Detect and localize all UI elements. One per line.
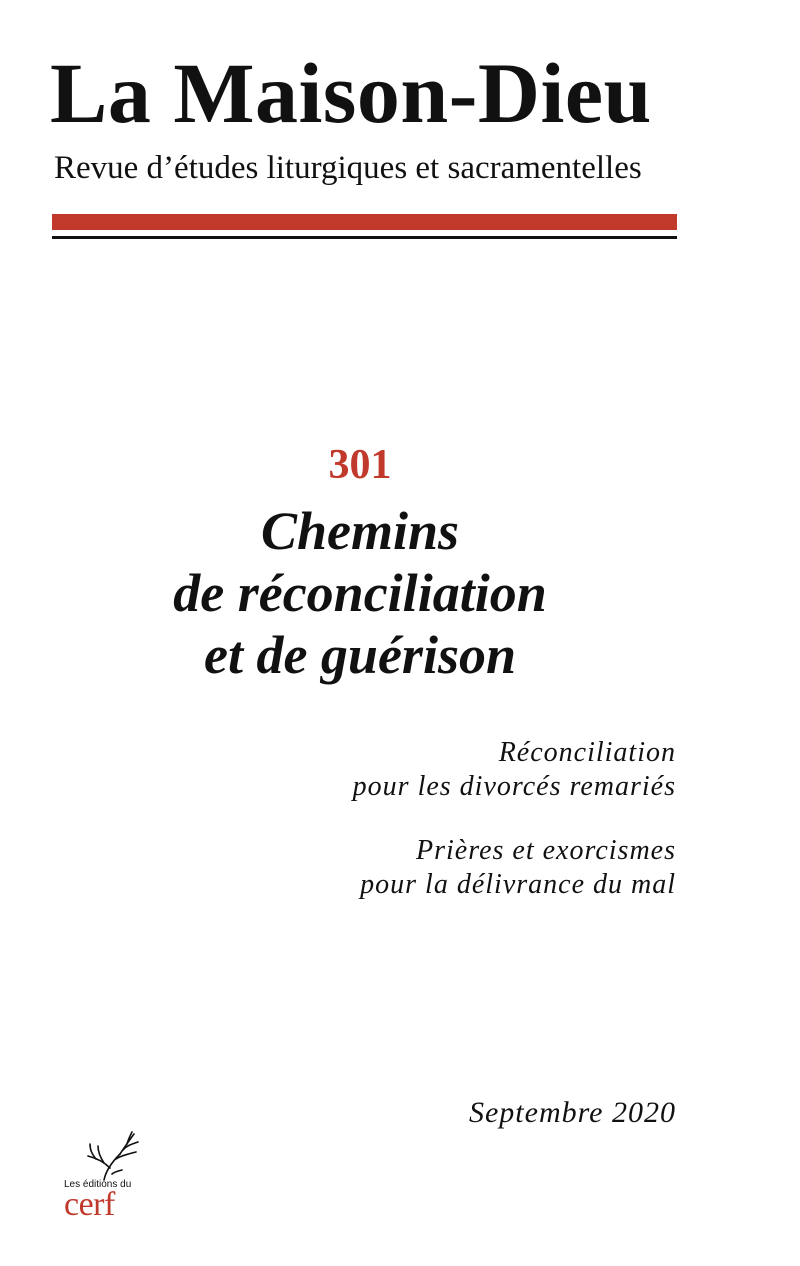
topic-line: pour la délivrance du mal [360,869,676,900]
issue-title-line: de réconciliation [173,563,547,623]
stag-antlers-icon [74,1130,144,1182]
publisher-logo [60,1130,150,1223]
issue-date: Septembre 2020 [468,1096,676,1129]
journal-subtitle: Revue d’études liturgiques et sacramentelles [54,150,642,186]
issue-title [0,500,720,686]
issue-title-line: Chemins [260,501,460,561]
black-divider-rule [52,236,677,239]
topics-list [156,736,676,932]
journal-title: La Maison-Dieu [50,45,652,141]
topic-item [156,736,676,804]
issue-number: 301 [328,442,392,488]
publisher-name: cerf [64,1186,115,1223]
issue-title-line: et de guérison [203,625,516,685]
topic-line: Réconciliation [498,737,676,768]
topic-line: Prières et exorcismes [416,835,676,866]
publisher-tagline: Les éditions du [64,1179,132,1190]
red-divider-rule [52,214,677,230]
topic-item [156,834,676,902]
topic-line: pour les divorcés remariés [352,771,676,802]
